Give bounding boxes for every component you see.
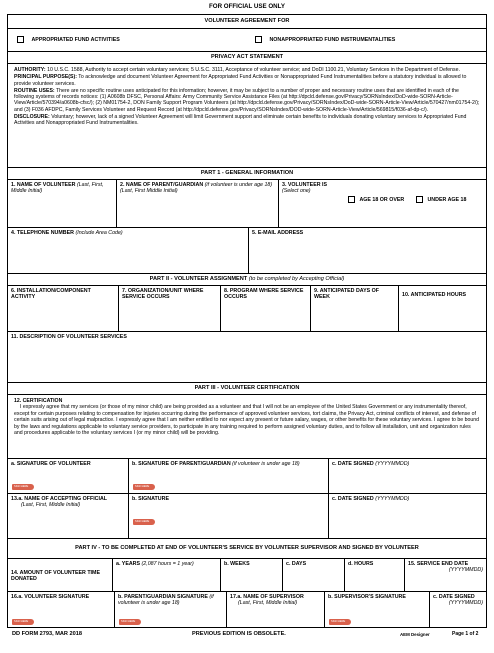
part4-title-row <box>8 538 486 558</box>
program-field[interactable]: 8. PROGRAM WHERE SERVICE OCCURS <box>220 286 310 331</box>
volunteer-agreement-form <box>7 14 487 628</box>
privacy-title: PRIVACY ACT STATEMENT <box>210 54 284 60</box>
supervisor-date-signed-field[interactable]: c. DATE SIGNED (YYYYMMDD) <box>429 592 486 628</box>
privacy-statement <box>8 63 486 167</box>
parent-signature-field[interactable]: b. SIGNATURE OF PARENT/GUARDIAN (if volunteer is under age 18) SIGN HERE <box>128 459 328 493</box>
official-date-signed-field[interactable]: c. DATE SIGNED (YYYYMMDD) <box>328 494 486 538</box>
part1-title: PART 1 - GENERAL INFORMATION <box>200 170 294 176</box>
weeks-field[interactable]: b. WEEKS <box>220 559 282 591</box>
age-18-over-option: AGE 18 OR OVER <box>348 196 404 203</box>
volunteer-is-field: 3. VOLUNTEER IS (Select one) AGE 18 OR OVER UNDER AGE 18 <box>278 180 486 227</box>
days-of-week-field[interactable]: 9. ANTICIPATED DAYS OF WEEK <box>310 286 398 331</box>
telephone-field[interactable]: 4. TELEPHONE NUMBER (Include Area Code) <box>11 230 123 236</box>
purpose-paragraph: PRINCIPAL PURPOSE(S): To acknowledge and document Volunteer Agreement for Appropriated Fund Activities or Nonappropriated Fund Instrumentalities before a statutory individual is allowed to provide volunteer services. <box>14 74 467 87</box>
sign-here-tag[interactable]: SIGN HERE <box>133 484 155 490</box>
age-18-over-checkbox[interactable] <box>348 196 355 203</box>
appropriated-label: APPROPRIATED FUND ACTIVITIES <box>31 36 120 43</box>
hours-field[interactable]: d. HOURS <box>344 559 404 591</box>
nonappropriated-option <box>247 29 486 51</box>
service-end-date-field[interactable]: 15. SERVICE END DATE (YYYYMMDD) <box>404 559 486 591</box>
part1-row-2 <box>8 227 486 273</box>
final-signature-row <box>8 591 486 628</box>
certification-label: 12. CERTIFICATION <box>14 398 63 404</box>
accepting-official-name-field[interactable]: 13.a. NAME OF ACCEPTING OFFICIAL (Last, First, Middle Initial) <box>11 496 108 509</box>
disclosure-paragraph: DISCLOSURE: Voluntary; however, lack of a signed Volunteer Agreement will limit Government support and eliminate certain benefits to individuals donating voluntary services to Appropriated Fund Activities and Nonappropriated Fund Instrumentalities. <box>14 114 467 127</box>
certification-block <box>8 394 486 458</box>
certification-text: I expressly agree that my services (or those of my minor child) are being provided as a volunteer and that I will not be an employee of the United States Government or any instrumentality thereof, except for certain purposes relating to compensation for injuries occurring during the performance of approved volunteer services, tort claims, the Privacy Act, criminal conflicts of interest, and defense of certain suits arising out of legal malpractice. I expressly agree that I am neither entitled to nor expect any present or future salary, wages, or other benefits for these voluntary services. I agree to be bound by the laws and regulations applicable to voluntary service providers, to participate in any training required to perform assigned voluntary duties, and to follow all installation, unit and organization rules and procedures applicable to the voluntary services I (or my minor child) will be providing. <box>14 404 480 437</box>
volunteer-signature-field[interactable]: a. SIGNATURE OF VOLUNTEER SIGN HERE <box>11 461 91 488</box>
sign-here-tag[interactable]: SIGN HERE <box>133 519 155 525</box>
under-18-checkbox[interactable] <box>416 196 423 203</box>
authority-paragraph: AUTHORITY: 10 U.S.C. 1588, Authority to accept certain voluntary services; 5 U.S.C. 3111, Acceptance of volunteer service; and DoDI 1100.21, Voluntary Services in the Department of Defense. <box>14 67 460 73</box>
supervisor-name-field[interactable]: 17.a. NAME OF SUPERVISOR (Last, First, Middle Initial) <box>226 592 324 628</box>
volunteer-date-signed-field[interactable]: c. DATE SIGNED (YYYYMMDD) <box>328 459 486 493</box>
parent-final-signature-field[interactable]: b. PARENT/GUARDIAN SIGNATURE (if volunteer is under age 18) SIGN HERE <box>114 592 226 628</box>
aem-designer-mark: AEM Designer <box>400 632 430 637</box>
part2-title: PART II - VOLUNTEER ASSIGNMENT (to be completed by Accepting Official) <box>149 276 345 282</box>
part2-title-row <box>8 273 486 285</box>
appropriated-option <box>8 29 247 51</box>
description-row <box>8 331 486 382</box>
organization-field[interactable]: 7. ORGANIZATION/UNIT WHERE SERVICE OCCURS <box>118 286 220 331</box>
sign-here-tag[interactable]: SIGN HERE <box>119 619 141 625</box>
email-field[interactable]: 5. E-MAIL ADDRESS <box>248 228 486 273</box>
appropriated-checkbox[interactable] <box>17 36 24 43</box>
anticipated-hours-field[interactable]: 10. ANTICIPATED HOURS <box>398 286 486 331</box>
days-field[interactable]: c. DAYS <box>282 559 344 591</box>
parent-name-field[interactable]: 2. NAME OF PARENT/GUARDIAN (if volunteer is under age 18) (Last, First Middle Initial) <box>116 180 278 227</box>
form-id: DD FORM 2793, MAR 2018 <box>12 631 82 637</box>
classification-banner: FOR OFFICIAL USE ONLY <box>209 3 285 10</box>
previous-edition-note: PREVIOUS EDITION IS OBSOLETE. <box>192 631 286 637</box>
part2-row-1 <box>8 285 486 331</box>
installation-field[interactable]: 6. INSTALLATION/COMPONENT ACTIVITY <box>11 288 91 301</box>
part1-title-row <box>8 167 486 179</box>
sign-here-tag[interactable]: SIGN HERE <box>12 619 34 625</box>
years-field[interactable]: a. YEARS (2,087 hours = 1 year) <box>112 559 220 591</box>
form-title-row <box>8 15 486 28</box>
fund-type-row <box>8 28 486 51</box>
routine-uses-paragraph: ROUTINE USES: There are no specific routine uses anticipated for this information; however, it may be subject to a number of proper and necessary routine uses that are identified in each of the following systems of records notices: (1) A0608b DFSC, Personal Affairs: Army Community Service Assistance Files (at http://dpcld.defense.gov/Privacy/SORNsIndex/DoD-wide-SORN-Article-View/Article/570394/a0608b-cfsc/); (2) NM01754-2, DON Family Support Program Volunteers (at http://dpcld.defense.gov/Privacy/SORNsIndex/DoD-wide-SORN-Article-View/Article/570427/nm01754-2/); and (3) F036 AFDPC, Family Services Volunteer and Request Record (at http://dpcld.defense.gov/Privacy/SORNsIndex/DOD-wide-SORN-Article-View/Article/569815/f036-af-dp-c/). <box>14 87 480 113</box>
part3-title-row <box>8 382 486 394</box>
sign-here-tag[interactable]: SIGN HERE <box>12 484 34 490</box>
part4-title: PART IV - TO BE COMPLETED AT END OF VOLUNTEER'S SERVICE BY VOLUNTEER SUPERVISOR AND SIGNED BY VOLUNTEER <box>75 545 419 551</box>
accepting-official-signature-field[interactable]: b. SIGNATURE SIGN HERE <box>128 494 328 538</box>
part3-title: PART III - VOLUNTEER CERTIFICATION <box>194 385 300 391</box>
accepting-official-row <box>8 493 486 538</box>
volunteer-final-signature-field[interactable]: 16.a. VOLUNTEER SIGNATURE SIGN HERE <box>11 594 90 623</box>
nonappropriated-checkbox[interactable] <box>255 36 262 43</box>
privacy-title-row <box>8 51 486 63</box>
under-18-option: UNDER AGE 18 <box>416 196 466 203</box>
form-title: VOLUNTEER AGREEMENT FOR <box>204 18 290 24</box>
nonappropriated-label: NONAPPROPRIATED FUND INSTRUMENTALITIES <box>269 36 396 43</box>
description-field[interactable]: 11. DESCRIPTION OF VOLUNTEER SERVICES <box>11 334 127 340</box>
sign-here-tag[interactable]: SIGN HERE <box>329 619 351 625</box>
time-donated-label: 14. AMOUNT OF VOLUNTEER TIME DONATED <box>11 570 100 583</box>
part1-row-1 <box>8 179 486 227</box>
volunteer-signature-row <box>8 458 486 493</box>
volunteer-name-field[interactable]: 1. NAME OF VOLUNTEER (Last, First, Middle Initial) <box>11 182 104 195</box>
time-donated-row <box>8 558 486 591</box>
page-number: Page 1 of 2 <box>452 631 479 637</box>
supervisor-signature-field[interactable]: b. SUPERVISOR'S SIGNATURE SIGN HERE <box>324 592 429 628</box>
